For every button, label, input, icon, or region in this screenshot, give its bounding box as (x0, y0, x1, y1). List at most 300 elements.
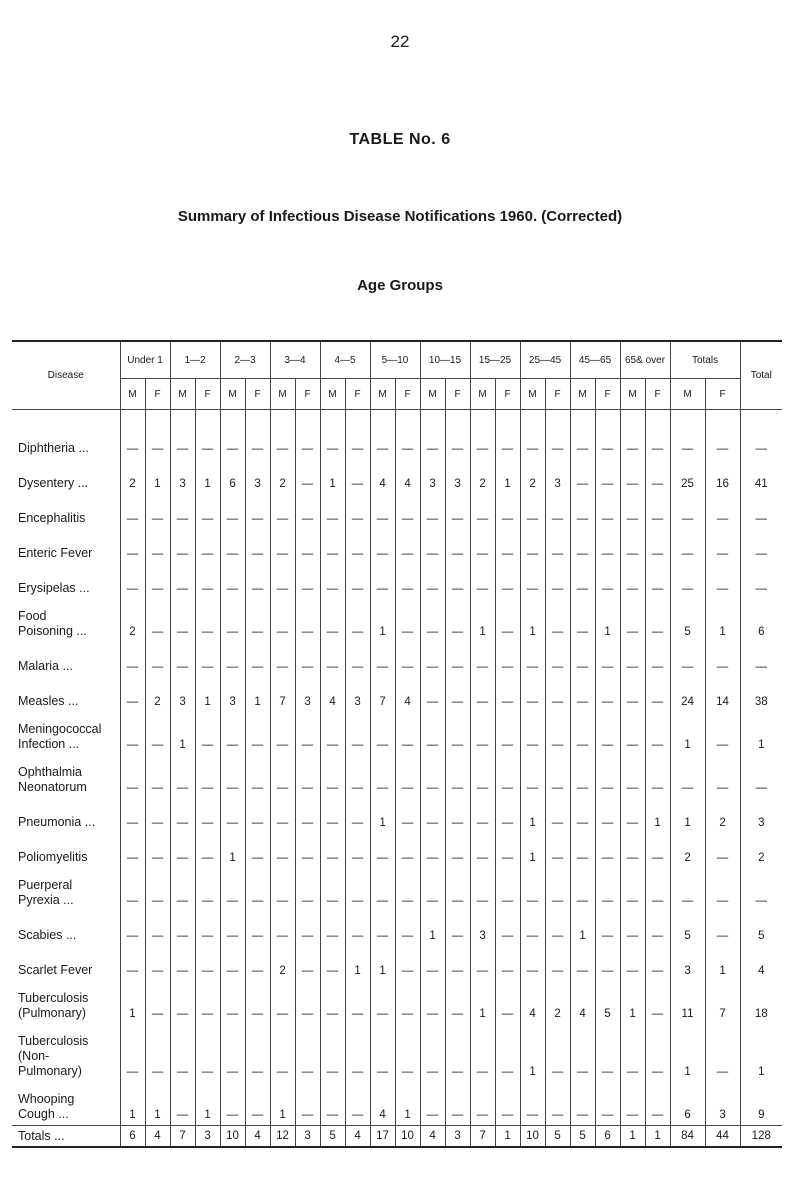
row-total-cell: 1 (740, 712, 782, 755)
count-cell: 2 (270, 459, 295, 494)
count-cell: — (170, 599, 195, 642)
count-cell: — (520, 642, 545, 677)
count-cell: — (420, 798, 445, 833)
count-cell: — (545, 946, 570, 981)
count-cell: — (545, 712, 570, 755)
disease-name: Malaria ... (12, 642, 120, 677)
female-column-header: F (395, 379, 420, 410)
count-cell: — (320, 946, 345, 981)
count-cell: — (520, 494, 545, 529)
row-total-cell: — (740, 494, 782, 529)
count-cell: — (345, 911, 370, 946)
count-cell: — (395, 494, 420, 529)
count-cell: — (645, 494, 670, 529)
count-cell: — (170, 1082, 195, 1126)
count-cell: — (195, 642, 220, 677)
count-cell: 1 (645, 798, 670, 833)
count-cell: 4 (145, 1126, 170, 1148)
age-group-header: 4—5 (320, 341, 370, 379)
count-cell: 1 (395, 1082, 420, 1126)
count-cell: — (595, 494, 620, 529)
disease-name: Encephalitis (12, 494, 120, 529)
count-cell: — (320, 564, 345, 599)
disease-column-header: Disease (12, 341, 120, 410)
count-cell: 1 (120, 981, 145, 1024)
count-cell: — (220, 868, 245, 911)
count-cell: — (520, 529, 545, 564)
count-cell: — (170, 494, 195, 529)
count-cell: 10 (395, 1126, 420, 1148)
count-cell: 7 (270, 677, 295, 712)
count-cell: — (320, 1024, 345, 1082)
female-column-header: F (595, 379, 620, 410)
female-column-header: F (145, 379, 170, 410)
count-cell: — (445, 1082, 470, 1126)
count-cell: — (145, 946, 170, 981)
count-cell: 1 (370, 599, 395, 642)
age-group-header: 45—65 (570, 341, 620, 379)
count-cell: — (395, 755, 420, 798)
count-cell: — (345, 712, 370, 755)
count-cell: — (420, 833, 445, 868)
count-cell: — (620, 424, 645, 459)
count-cell: 1 (705, 946, 740, 981)
count-cell: 2 (120, 459, 145, 494)
count-cell: 2 (145, 677, 170, 712)
count-cell: — (270, 712, 295, 755)
count-cell: — (620, 798, 645, 833)
row-total-cell: — (740, 529, 782, 564)
disease-name: Pneumonia ... (12, 798, 120, 833)
count-cell: — (545, 868, 570, 911)
count-cell: — (295, 946, 320, 981)
count-cell: 1 (520, 599, 545, 642)
count-cell: — (705, 424, 740, 459)
count-cell: — (570, 529, 595, 564)
count-cell: — (170, 642, 195, 677)
count-cell: — (445, 642, 470, 677)
count-cell: — (670, 642, 705, 677)
count-cell: — (145, 599, 170, 642)
count-cell: — (220, 798, 245, 833)
count-cell: — (420, 494, 445, 529)
count-cell: 3 (545, 459, 570, 494)
count-cell: 10 (520, 1126, 545, 1148)
count-cell: 44 (705, 1126, 740, 1148)
count-cell: — (445, 599, 470, 642)
count-cell: — (270, 868, 295, 911)
count-cell: — (295, 755, 320, 798)
count-cell: — (520, 712, 545, 755)
count-cell: — (270, 599, 295, 642)
count-cell: — (595, 564, 620, 599)
count-cell: — (345, 424, 370, 459)
count-cell: 1 (670, 798, 705, 833)
count-cell: — (295, 599, 320, 642)
female-column-header: F (645, 379, 670, 410)
count-cell: — (245, 868, 270, 911)
count-cell: — (270, 755, 295, 798)
row-total-cell: 9 (740, 1082, 782, 1126)
count-cell: — (570, 459, 595, 494)
count-cell: — (170, 981, 195, 1024)
disease-name: Meningococcal Infection ... (12, 712, 120, 755)
count-cell: — (670, 564, 705, 599)
count-cell: — (295, 564, 320, 599)
table-row (12, 981, 782, 1024)
age-group-header: 5—10 (370, 341, 420, 379)
count-cell: 16 (705, 459, 740, 494)
count-cell: — (345, 599, 370, 642)
count-cell: — (445, 911, 470, 946)
count-cell: — (245, 946, 270, 981)
disease-name: Tuberculosis (Pulmonary) (12, 981, 120, 1024)
count-cell: — (545, 911, 570, 946)
count-cell: — (370, 1024, 395, 1082)
count-cell: — (120, 1024, 145, 1082)
count-cell: 6 (670, 1082, 705, 1126)
count-cell: — (270, 798, 295, 833)
count-cell: — (295, 1082, 320, 1126)
count-cell: — (245, 981, 270, 1024)
count-cell: — (520, 946, 545, 981)
count-cell: — (370, 981, 395, 1024)
count-cell: — (645, 946, 670, 981)
count-cell: — (645, 564, 670, 599)
count-cell: — (420, 755, 445, 798)
count-cell: — (295, 1024, 320, 1082)
age-group-header: 65& over (620, 341, 670, 379)
count-cell: 1 (495, 459, 520, 494)
count-cell: — (595, 1082, 620, 1126)
count-cell: 5 (320, 1126, 345, 1148)
row-total-cell: 1 (740, 1024, 782, 1082)
count-cell: — (320, 712, 345, 755)
count-cell: 10 (220, 1126, 245, 1148)
count-cell: 2 (520, 459, 545, 494)
count-cell: — (645, 1082, 670, 1126)
count-cell: 25 (670, 459, 705, 494)
count-cell: — (395, 564, 420, 599)
count-cell: 1 (345, 946, 370, 981)
count-cell: — (620, 494, 645, 529)
count-cell: — (145, 798, 170, 833)
count-cell: — (705, 712, 740, 755)
count-cell: — (595, 1024, 620, 1082)
count-cell: — (245, 911, 270, 946)
count-cell: 1 (245, 677, 270, 712)
count-cell: — (170, 755, 195, 798)
disease-name: Poliomyelitis (12, 833, 120, 868)
disease-name: Food Poisoning ... (12, 599, 120, 642)
count-cell: — (545, 494, 570, 529)
count-cell: — (320, 868, 345, 911)
disease-name: Puerperal Pyrexia ... (12, 868, 120, 911)
count-cell: — (595, 911, 620, 946)
count-cell: — (520, 911, 545, 946)
row-total-cell: 6 (740, 599, 782, 642)
count-cell: — (445, 981, 470, 1024)
count-cell: 1 (195, 1082, 220, 1126)
table-row (12, 424, 782, 459)
row-total-cell: 5 (740, 911, 782, 946)
count-cell: — (370, 642, 395, 677)
count-cell: — (245, 712, 270, 755)
count-cell: — (645, 599, 670, 642)
count-cell: 4 (395, 677, 420, 712)
count-cell: — (620, 1082, 645, 1126)
count-cell: — (170, 911, 195, 946)
row-total-cell: — (740, 755, 782, 798)
count-cell: — (220, 946, 245, 981)
count-cell: — (520, 868, 545, 911)
count-cell: — (470, 494, 495, 529)
count-cell: 11 (670, 981, 705, 1024)
age-group-header: 25—45 (520, 341, 570, 379)
count-cell: — (295, 712, 320, 755)
table-row (12, 1024, 782, 1082)
count-cell: — (570, 868, 595, 911)
count-cell: 3 (345, 677, 370, 712)
count-cell: — (370, 564, 395, 599)
count-cell: 1 (420, 911, 445, 946)
table-row (12, 911, 782, 946)
count-cell: — (195, 868, 220, 911)
count-cell: 4 (245, 1126, 270, 1148)
count-cell: 3 (295, 1126, 320, 1148)
count-cell: — (395, 712, 420, 755)
count-cell: 3 (670, 946, 705, 981)
count-cell: — (345, 833, 370, 868)
count-cell: — (345, 642, 370, 677)
count-cell: — (620, 911, 645, 946)
count-cell: — (270, 564, 295, 599)
count-cell: 1 (620, 981, 645, 1024)
count-cell: — (245, 494, 270, 529)
count-cell: — (370, 529, 395, 564)
count-cell: — (195, 494, 220, 529)
count-cell: — (270, 494, 295, 529)
count-cell: — (245, 755, 270, 798)
count-cell: 1 (220, 833, 245, 868)
spacer-row (12, 410, 782, 425)
age-group-header: 2—3 (220, 341, 270, 379)
count-cell: — (645, 642, 670, 677)
count-cell: — (320, 798, 345, 833)
count-cell: — (445, 946, 470, 981)
count-cell: — (295, 981, 320, 1024)
sex-header-row (12, 379, 782, 410)
count-cell: 14 (705, 677, 740, 712)
count-cell: 1 (670, 712, 705, 755)
disease-name: Erysipelas ... (12, 564, 120, 599)
count-cell: 1 (195, 459, 220, 494)
count-cell: — (445, 529, 470, 564)
count-cell: 3 (445, 459, 470, 494)
male-column-header: M (520, 379, 545, 410)
female-column-header: F (195, 379, 220, 410)
count-cell: — (705, 1024, 740, 1082)
count-cell: — (345, 798, 370, 833)
count-cell: 2 (470, 459, 495, 494)
count-cell: — (495, 529, 520, 564)
count-cell: — (270, 529, 295, 564)
count-cell: 4 (345, 1126, 370, 1148)
count-cell: — (420, 642, 445, 677)
count-cell: — (495, 642, 520, 677)
count-cell: — (395, 424, 420, 459)
count-cell: — (395, 911, 420, 946)
count-cell: — (570, 798, 595, 833)
count-cell: — (195, 755, 220, 798)
count-cell: — (145, 642, 170, 677)
count-cell: — (420, 1024, 445, 1082)
count-cell: — (170, 424, 195, 459)
count-cell: — (620, 529, 645, 564)
count-cell: — (520, 755, 545, 798)
count-cell: — (195, 798, 220, 833)
count-cell: — (645, 1024, 670, 1082)
count-cell: — (195, 911, 220, 946)
table-row (12, 564, 782, 599)
count-cell: — (220, 494, 245, 529)
age-group-header: 10—15 (420, 341, 470, 379)
count-cell: — (705, 564, 740, 599)
count-cell: — (570, 833, 595, 868)
count-cell: — (545, 599, 570, 642)
count-cell: — (470, 755, 495, 798)
count-cell: — (295, 833, 320, 868)
row-total-cell: 38 (740, 677, 782, 712)
count-cell: — (570, 494, 595, 529)
table-body (12, 410, 782, 1148)
male-column-header: M (670, 379, 705, 410)
count-cell: — (495, 1082, 520, 1126)
male-column-header: M (320, 379, 345, 410)
table-row (12, 494, 782, 529)
count-cell: 3 (170, 677, 195, 712)
count-cell: — (220, 529, 245, 564)
count-cell: — (270, 833, 295, 868)
count-cell: — (145, 564, 170, 599)
count-cell: — (595, 833, 620, 868)
count-cell: 6 (120, 1126, 145, 1148)
count-cell: — (245, 833, 270, 868)
count-cell: — (195, 981, 220, 1024)
count-cell: — (495, 494, 520, 529)
disease-name: Diphtheria ... (12, 424, 120, 459)
count-cell: — (320, 529, 345, 564)
count-cell: — (120, 494, 145, 529)
count-cell: — (295, 459, 320, 494)
table-subtitle: Summary of Infectious Disease Notifications 1960. (Corrected) (177, 208, 623, 225)
count-cell: — (645, 712, 670, 755)
count-cell: — (705, 911, 740, 946)
count-cell: 3 (195, 1126, 220, 1148)
count-cell: — (495, 946, 520, 981)
count-cell: — (570, 677, 595, 712)
count-cell: 1 (120, 1082, 145, 1126)
count-cell: — (645, 833, 670, 868)
table-row (12, 677, 782, 712)
count-cell: 3 (245, 459, 270, 494)
count-cell: — (520, 424, 545, 459)
count-cell: — (420, 424, 445, 459)
count-cell: — (520, 677, 545, 712)
count-cell: — (705, 529, 740, 564)
table-row (12, 1082, 782, 1126)
count-cell: — (345, 981, 370, 1024)
count-cell: — (520, 1082, 545, 1126)
count-cell: — (445, 798, 470, 833)
count-cell: — (445, 424, 470, 459)
count-cell: — (495, 833, 520, 868)
count-cell: — (570, 564, 595, 599)
count-cell: — (220, 564, 245, 599)
count-cell: 6 (220, 459, 245, 494)
count-cell: 2 (120, 599, 145, 642)
count-cell: — (705, 494, 740, 529)
count-cell: — (645, 868, 670, 911)
count-cell: 6 (595, 1126, 620, 1148)
table-row (12, 599, 782, 642)
count-cell: — (495, 564, 520, 599)
count-cell: — (495, 868, 520, 911)
count-cell: — (395, 599, 420, 642)
count-cell: — (470, 529, 495, 564)
table-row (12, 459, 782, 494)
count-cell: — (395, 798, 420, 833)
count-cell: — (395, 642, 420, 677)
count-cell: — (395, 833, 420, 868)
table-row (12, 755, 782, 798)
count-cell: — (120, 798, 145, 833)
count-cell: — (570, 424, 595, 459)
count-cell: — (470, 833, 495, 868)
row-total-cell: 18 (740, 981, 782, 1024)
count-cell: 4 (420, 1126, 445, 1148)
count-cell: — (545, 1024, 570, 1082)
count-cell: 1 (195, 677, 220, 712)
count-cell: — (595, 868, 620, 911)
count-cell: — (320, 1082, 345, 1126)
count-cell: — (145, 424, 170, 459)
count-cell: — (220, 911, 245, 946)
table-row (12, 712, 782, 755)
count-cell: 1 (705, 599, 740, 642)
disease-name: Ophthalmia Neonatorum (12, 755, 120, 798)
count-cell: — (195, 424, 220, 459)
count-cell: — (545, 424, 570, 459)
count-cell: 5 (670, 911, 705, 946)
count-cell: — (620, 833, 645, 868)
count-cell: — (705, 642, 740, 677)
count-cell: — (245, 1082, 270, 1126)
count-cell: — (445, 564, 470, 599)
count-cell: — (295, 529, 320, 564)
count-cell: — (705, 833, 740, 868)
count-cell: 1 (645, 1126, 670, 1148)
count-cell: 1 (145, 459, 170, 494)
count-cell: — (120, 529, 145, 564)
count-cell: — (195, 529, 220, 564)
count-cell: — (620, 642, 645, 677)
count-cell: — (595, 946, 620, 981)
age-group-header: Under 1 (120, 341, 170, 379)
age-group-header: 3—4 (270, 341, 320, 379)
count-cell: — (445, 1024, 470, 1082)
count-cell: — (270, 1024, 295, 1082)
